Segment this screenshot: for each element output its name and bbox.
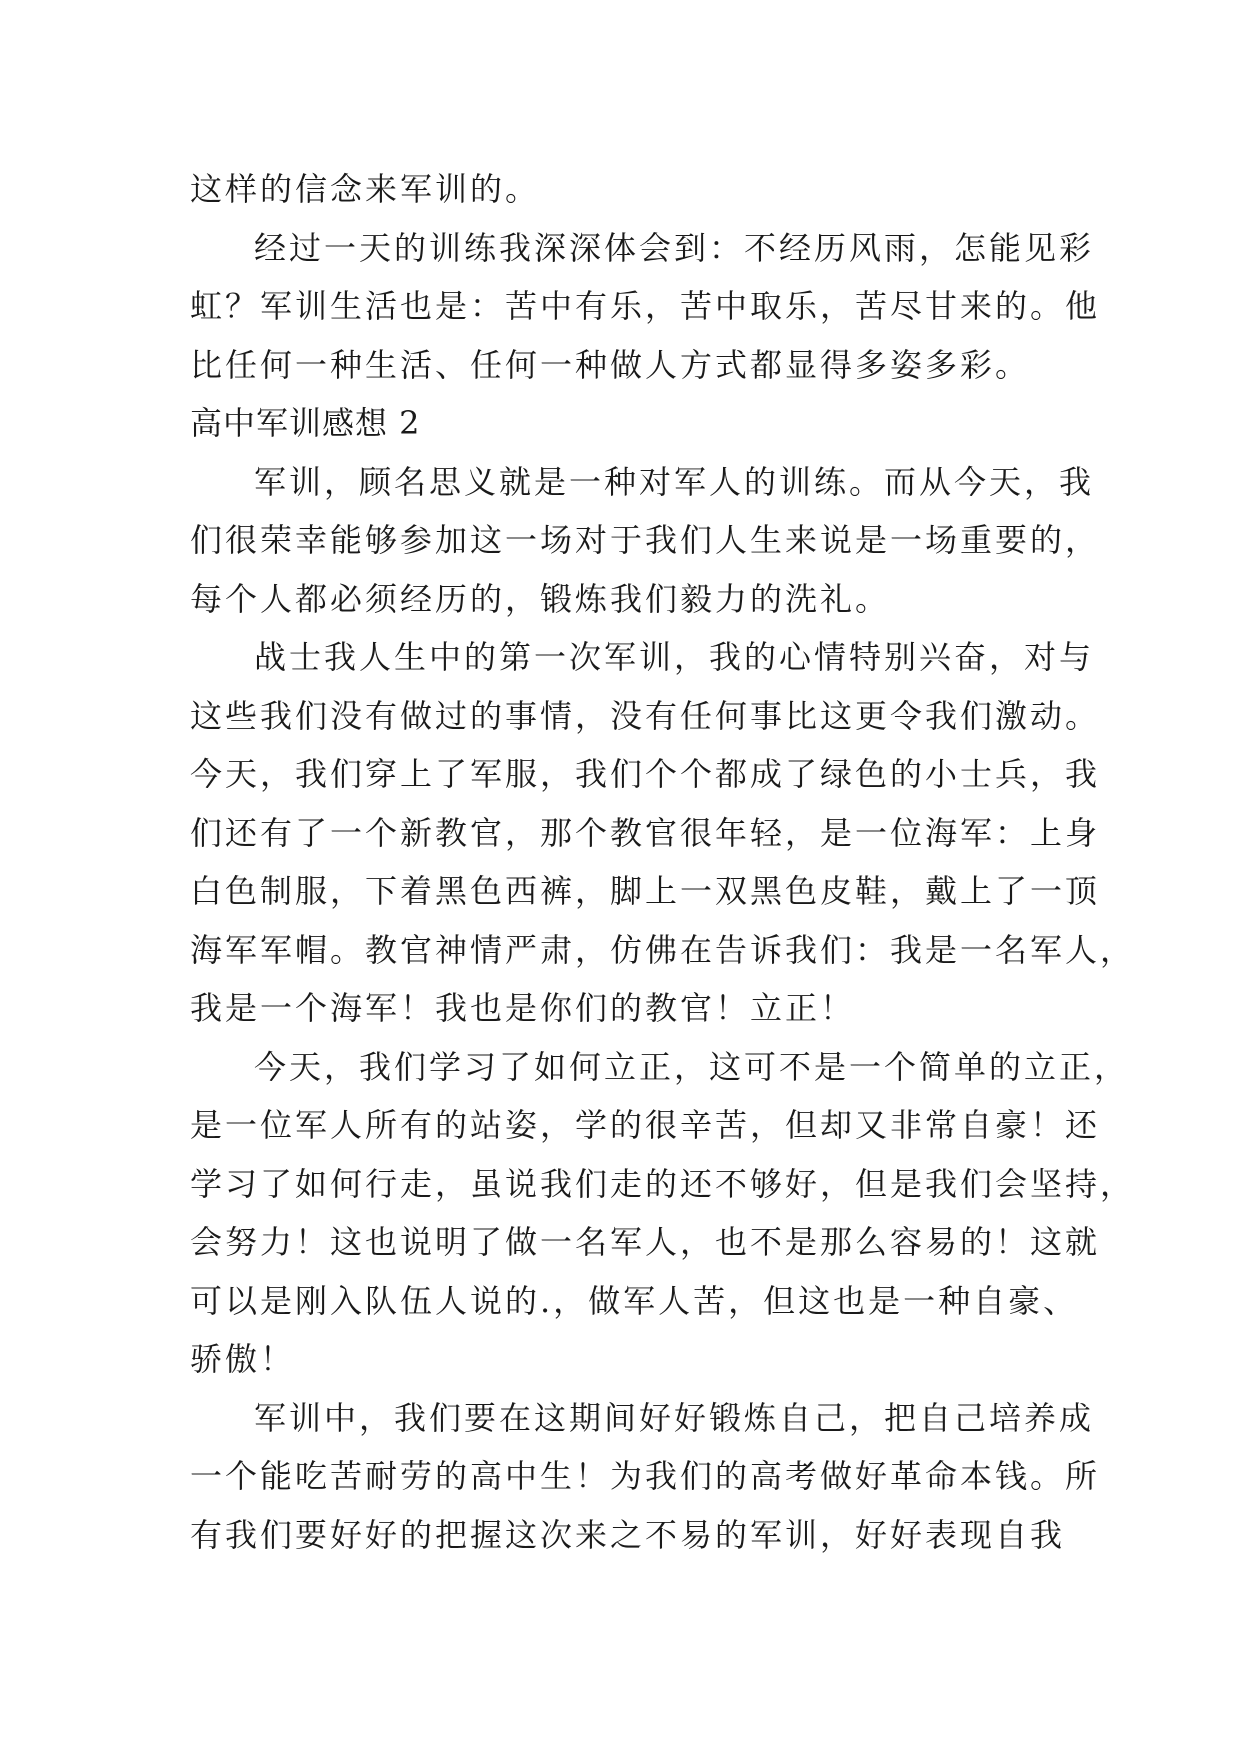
- paragraph-first-line: 今天，我们学习了如何立正，这可不是一个简单的立正，: [254, 1047, 1130, 1086]
- text-line: 们很荣幸能够参加这一场对于我们人生来说是一场重要的，: [190, 521, 1101, 559]
- text-line: 每个人都必须经历的，锻炼我们毅力的洗礼。: [190, 579, 891, 618]
- text-line: 有我们要好好的把握这次来之不易的军训，好好表现自我: [190, 1515, 1066, 1554]
- paragraph-first-line: 战士我人生中的第一次军训，我的心情特别兴奋，对与: [254, 638, 1095, 676]
- paragraph-first-line: 经过一天的训练我深深体会到：不经历风雨，怎能见彩: [254, 228, 1095, 267]
- text-line: 学习了如何行走，虽说我们走的还不够好，但是我们会坚持，: [190, 1164, 1136, 1203]
- section-heading: 高中军训感想 2: [190, 404, 421, 442]
- text-line: 这样的信念来军训的。: [190, 170, 541, 208]
- paragraph-first-line: 军训中，我们要在这期间好好锻炼自己，把自己培养成: [254, 1398, 1095, 1437]
- text-line: 今天，我们穿上了军服，我们个个都成了绿色的小士兵，我: [190, 755, 1101, 793]
- text-line: 白色制服，下着黑色西裤，脚上一双黑色皮鞋，戴上了一顶: [190, 872, 1101, 910]
- document-body: [190, 160, 1136, 1564]
- paragraph-first-line: 军训，顾名思义就是一种对军人的训练。而从今天，我: [254, 462, 1095, 501]
- text-line: 这些我们没有做过的事情，没有任何事比这更令我们激动。: [190, 696, 1101, 735]
- text-line: 是一位军人所有的站姿，学的很辛苦，但却又非常自豪！还: [190, 1106, 1101, 1144]
- text-line: 虹？军训生活也是：苦中有乐，苦中取乐，苦尽甘来的。他: [190, 287, 1101, 325]
- text-line: 可以是刚入队伍人说的.，做军人苦，但这也是一种自豪、: [190, 1281, 1079, 1320]
- text-line: 一个能吃苦耐劳的高中生！为我们的高考做好革命本钱。所: [190, 1457, 1101, 1495]
- text-line: 海军军帽。教官神情严肃，仿佛在告诉我们：我是一名军人，: [190, 930, 1136, 969]
- text-line: 我是一个海军！我也是你们的教官！立正！: [190, 989, 856, 1027]
- text-line: 比任何一种生活、任何一种做人方式都显得多姿多彩。: [190, 345, 1031, 384]
- text-line: 们还有了一个新教官，那个教官很年轻，是一位海军：上身: [190, 813, 1101, 852]
- text-line: 会努力！这也说明了做一名军人，也不是那么容易的！这就: [190, 1223, 1101, 1261]
- text-line: 骄傲！: [190, 1340, 296, 1378]
